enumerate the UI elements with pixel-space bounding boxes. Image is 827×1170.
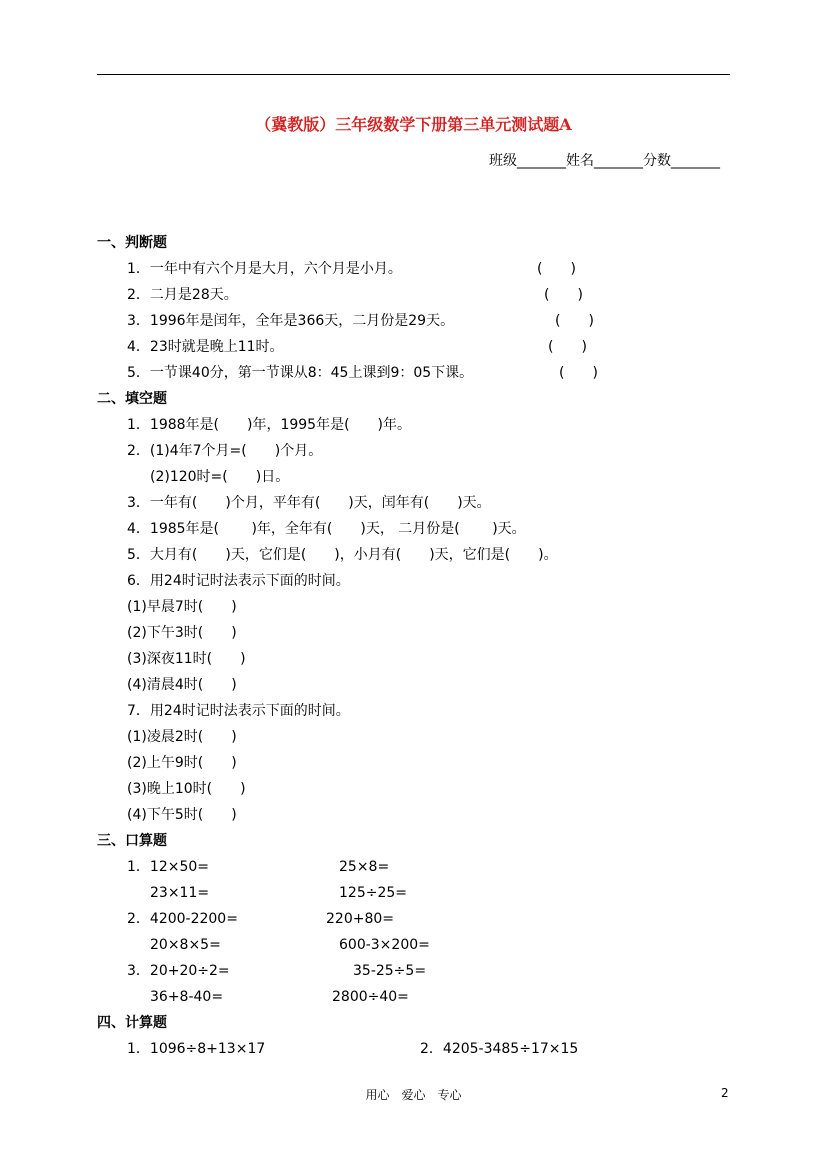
mental-math-right: 2800÷40= — [332, 989, 409, 1005]
calculation-right: 2．4205-3485÷17×15 — [420, 1041, 579, 1057]
fill-in-item: (3)深夜11时( ) — [127, 651, 246, 667]
judgement-answer: ( ) — [555, 313, 594, 329]
section-heading-mental-math: 三、口算题 — [97, 833, 167, 849]
judgement-item: 3．1996年是闰年，全年是366天，二月份是29天。 — [127, 313, 455, 329]
mental-math-left: 3．20+20÷2= — [127, 963, 230, 979]
fill-in-item: 2．(1)4年7个月=( )个月。 — [127, 443, 323, 459]
header-rule — [97, 74, 730, 75]
page-title: （冀教版）三年级数学下册第三单元测试题A — [255, 115, 572, 134]
fill-in-item: (2)上午9时( ) — [127, 755, 237, 771]
fill-in-item: (1)凌晨2时( ) — [127, 729, 237, 745]
fill-in-item: (2)下午3时( ) — [127, 625, 237, 641]
fill-in-item: 5．大月有( )天，它们是( )，小月有( )天，它们是( )。 — [127, 547, 558, 563]
judgement-answer: ( ) — [544, 287, 583, 303]
student-info-line: 班级_______姓名_______分数_______ — [489, 153, 720, 169]
mental-math-left: 23×11= — [150, 885, 210, 901]
judgement-answer: ( ) — [537, 261, 576, 277]
mental-math-left: 20×8×5= — [150, 937, 221, 953]
judgement-item: 1．一年中有六个月是大月，六个月是小月。 — [127, 261, 402, 277]
page-number: 2 — [721, 1086, 729, 1100]
mental-math-left: 1．12×50= — [127, 859, 209, 875]
mental-math-right: 35-25÷5= — [353, 963, 427, 979]
mental-math-right: 600-3×200= — [339, 937, 430, 953]
section-heading-fill-in: 二、填空题 — [97, 391, 167, 407]
mental-math-right: 125÷25= — [339, 885, 407, 901]
mental-math-right: 25×8= — [339, 859, 390, 875]
judgement-item: 4．23时就是晚上11时。 — [127, 339, 284, 355]
calculation-left: 1．1096÷8+13×17 — [127, 1041, 266, 1057]
fill-in-item: 3．一年有( )个月，平年有( )天，闰年有( )天。 — [127, 495, 491, 511]
fill-in-item: (4)清晨4时( ) — [127, 677, 237, 693]
fill-in-item: 7．用24时记时法表示下面的时间。 — [127, 703, 350, 719]
fill-in-item: (4)下午5时( ) — [127, 807, 237, 823]
mental-math-left: 2．4200-2200= — [127, 911, 238, 927]
fill-in-item: 4．1985年是( )年，全年有( )天， 二月份是( )天。 — [127, 521, 526, 537]
fill-in-item: (3)晚上10时( ) — [127, 781, 246, 797]
mental-math-left: 36+8-40= — [150, 989, 224, 1005]
fill-in-item: (1)早晨7时( ) — [127, 599, 237, 615]
judgement-answer: ( ) — [559, 365, 598, 381]
section-heading-judgement: 一、判断题 — [97, 235, 167, 251]
fill-in-item: (2)120时=( )日。 — [150, 469, 290, 485]
section-heading-calculation: 四、计算题 — [97, 1015, 167, 1031]
fill-in-item: 1．1988年是( )年，1995年是( )年。 — [127, 417, 412, 433]
fill-in-item: 6．用24时记时法表示下面的时间。 — [127, 573, 350, 589]
judgement-answer: ( ) — [548, 339, 587, 355]
judgement-item: 2．二月是28天。 — [127, 287, 238, 303]
mental-math-right: 220+80= — [326, 911, 394, 927]
page-footer: 用心 爱心 专心 — [365, 1088, 462, 1102]
judgement-item: 5．一节课40分，第一节课从8：45上课到9：05下课。 — [127, 365, 474, 381]
